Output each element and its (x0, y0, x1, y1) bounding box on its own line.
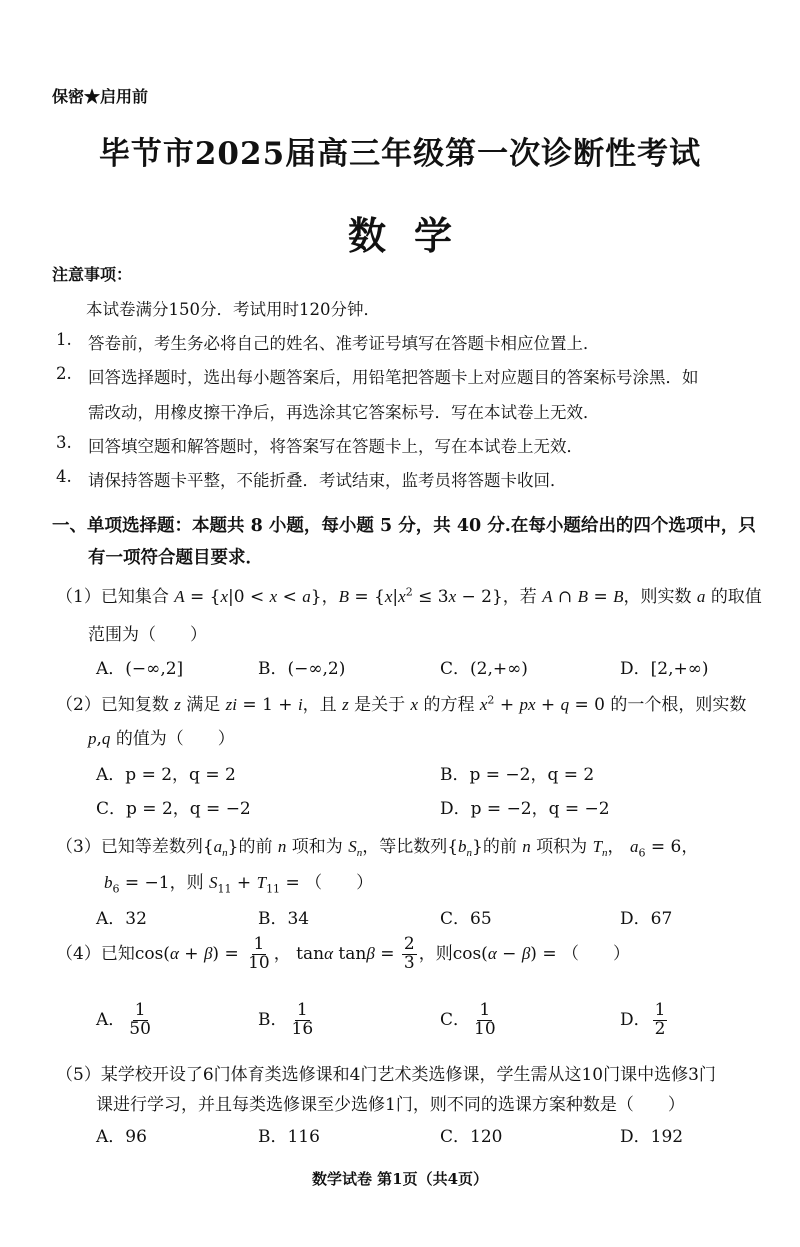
option-a: A．32 (96, 909, 147, 929)
question-4: （4）已知cos(α + β) = $\frac{1}{10}$ ， tanα tanβ = $\frac{2}{3}$ ，则cos(α − β) = （ ） (56, 934, 630, 973)
question-text: 已知 (100, 943, 135, 964)
option-a: A． $\frac{1}{50}$ (96, 1000, 151, 1039)
confidential-label: 保密★启用前 (52, 87, 149, 106)
section-heading: 一、单项选择题：本题共 8 小题，每小题 5 分，共 40 分.在每小题给出的四个选项中，只 (52, 516, 756, 536)
question-text: 的一个根，则实数 (610, 695, 747, 715)
question-5-continued: 课进行学习，并且每类选修课至少选修1门，则不同的选课方案种数是（ ） (96, 1095, 685, 1115)
question-text: ， (273, 943, 291, 964)
question-text: （ ） (305, 873, 374, 893)
question-label: （1） (56, 587, 101, 607)
question-text: 已知复数 (100, 695, 169, 715)
question-text: 满足 (186, 695, 221, 715)
note-text: 回答选择题时，选出每小题答案后，用铅笔把答题卡上对应题目的答案标号涂黑．如 (88, 368, 699, 387)
question-text: 已知集合 (100, 587, 169, 607)
page-footer: 数学试卷 第1页（共4页） (311, 1170, 489, 1188)
question-5 (56, 1060, 716, 1085)
notes-heading: 注意事项： (52, 265, 133, 284)
question-2-continued: p,q 的值为（ ） (88, 729, 235, 749)
note-number: 1. (56, 330, 72, 349)
notes-intro: 本试卷满分150分．考试用时120分钟． (86, 300, 380, 319)
question-text: 的值为（ ） (115, 729, 235, 749)
question-3-continued: $b_6 = -1$，则 $S_{11} + T_{11}$ = （ ） (104, 873, 374, 896)
option-d: D．67 (620, 909, 673, 929)
option-c: C．(2,+∞) (440, 659, 528, 679)
question-text: 项积为 (536, 837, 588, 857)
note-text: 答卷前，考生务必将自己的姓名、准考证号填写在答题卡相应位置上． (88, 334, 600, 353)
note-number: 4. (56, 467, 72, 486)
option-d: D．p = −2，q = −2 (440, 799, 610, 819)
question-label: （3） (56, 837, 101, 857)
question-text: 项和为 (291, 837, 343, 857)
question-text: 的方程 (423, 695, 475, 715)
option-c: C． $\frac{1}{10}$ (440, 1000, 496, 1039)
question-3: （3）已知等差数列$\{a_n\}$的前 n 项和为 $S_n$，等比数列$\{b_n\}$的前 n 项积为 $T_n$， $a_6 = 6$， (56, 837, 699, 860)
exam-title: 毕节市2025届高三年级第一次诊断性考试 (98, 136, 702, 172)
note-text-continued: 需改动，用橡皮擦干净后，再选涂其它答案标号．写在本试卷上无效． (88, 403, 600, 422)
option-b: B．(−∞,2) (258, 659, 346, 679)
option-d: D．[2,+∞) (620, 659, 709, 679)
question-text: ，则 (418, 943, 453, 964)
question-2: （2）已知复数 z 满足 zi = 1 + i，且 z 是关于 x 的方程 $x^2$ + px + q = 0 的一个根，则实数 (56, 693, 747, 715)
fraction: $\frac{2}{3}$ (403, 934, 415, 973)
question-text: ，则 (169, 873, 204, 893)
question-label: （4） (56, 943, 101, 964)
question-text: 是关于 (354, 695, 406, 715)
question-text: 的前 (482, 837, 517, 857)
option-c: C．p = 2，q = −2 (96, 799, 251, 819)
question-text: ，则实数 (623, 587, 692, 607)
question-text: （ ） (561, 943, 630, 964)
note-text: 请保持答题卡平整，不能折叠．考试结束，监考员将答题卡收回． (88, 471, 567, 490)
option-b: B． $\frac{1}{16}$ (258, 1000, 314, 1039)
question-text: ，若 (502, 587, 537, 607)
fraction: $\frac{1}{10}$ (248, 934, 270, 973)
option-b: B．p = −2，q = 2 (440, 765, 595, 785)
option-d: D．192 (620, 1127, 684, 1147)
note-number: 2. (56, 364, 72, 383)
option-a: A．96 (96, 1127, 147, 1147)
question-text: ，等比数列 (362, 837, 448, 857)
subject-title: 数学 (347, 213, 480, 258)
question-text: ，且 (302, 695, 337, 715)
note-text: 回答填空题和解答题时，将答案写在答题卡上，写在本试卷上无效． (88, 437, 583, 456)
question-text: 的前 (238, 837, 273, 857)
question-1-continued: 范围为（ ） (88, 625, 207, 645)
question-text: 已知等差数列 (100, 837, 203, 857)
question-text: ， (607, 837, 625, 857)
question-text: 的取值 (710, 587, 762, 607)
option-b: B．34 (258, 909, 310, 929)
option-b: B．116 (258, 1127, 320, 1147)
question-1: （1）已知集合 A = {x|0 < x < a}，$B = \{x|x^2 \le 3x - 2\}$，若 A ∩ B = B，则实数 a 的取值 (56, 585, 762, 607)
option-d: D． $\frac{1}{2}$ (620, 1000, 666, 1039)
question-text: 某学校开设了6门体育类选修课和4门艺术类选修课，学生需从这10门课中选修3门 (100, 1065, 716, 1085)
option-c: C．65 (440, 909, 492, 929)
option-a: A．(−∞,2] (96, 659, 184, 679)
section-heading-continued: 有一项符合题目要求． (88, 548, 263, 568)
note-number: 3. (56, 433, 72, 452)
question-label: （2） (56, 695, 101, 715)
option-c: C．120 (440, 1127, 503, 1147)
question-label: （5） (56, 1065, 101, 1085)
option-a: A．p = 2，q = 2 (96, 765, 236, 785)
